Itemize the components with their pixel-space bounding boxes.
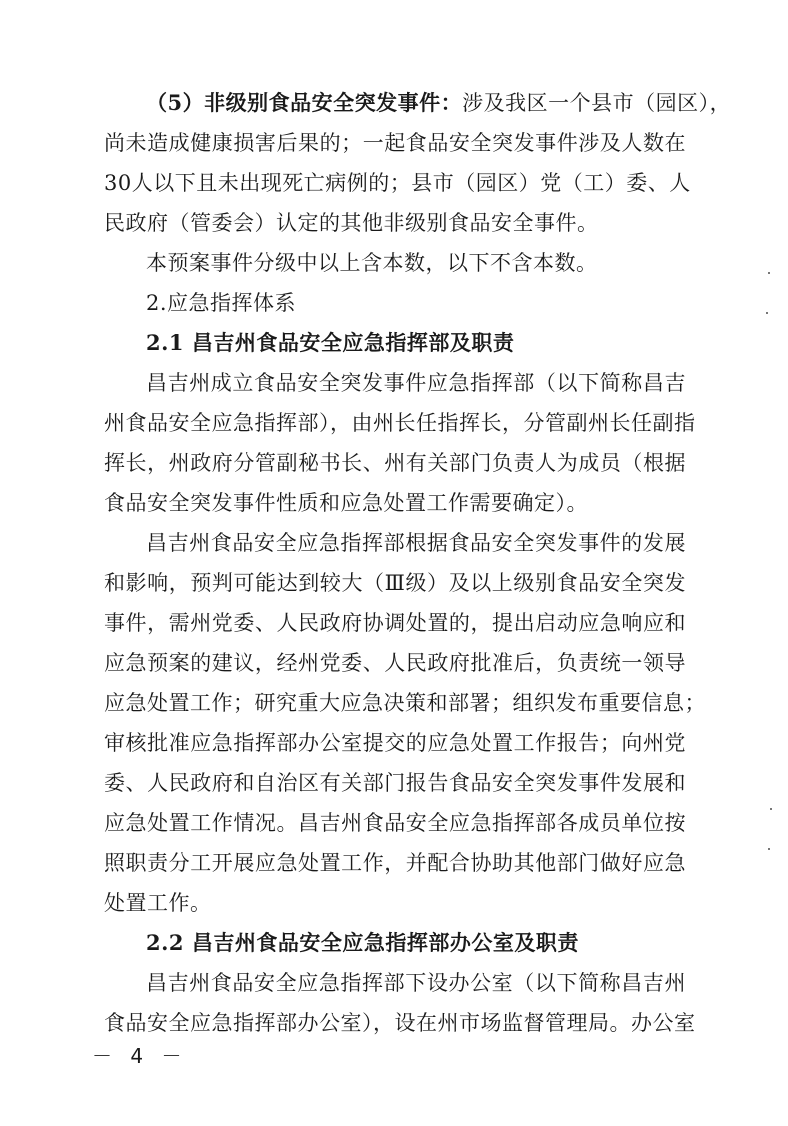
paragraph-line: （5）非级别食品安全突发事件：涉及我区一个县市（园区）， — [146, 90, 732, 115]
paragraph-line: 挥长，州政府分管副秘书长、州有关部门负责人为成员（根据 — [104, 451, 686, 475]
paragraph-line: 昌吉州食品安全应急指挥部下设办公室（以下简称昌吉州 — [146, 971, 686, 995]
scan-speck — [768, 272, 770, 274]
paragraph-line: 昌吉州成立食品安全突发事件应急指挥部（以下简称昌吉 — [146, 371, 686, 395]
subsection-heading: 2.1 昌吉州食品安全应急指挥部及职责 — [146, 330, 515, 355]
paragraph-line: 尚未造成健康损害后果的；一起食品安全突发事件涉及人数在 — [104, 131, 686, 155]
paragraph-line: 民政府（管委会）认定的其他非级别食品安全事件。 — [104, 211, 599, 235]
scan-speck — [768, 848, 770, 850]
paragraph-line: 委、人民政府和自治区有关部门报告食品安全突发事件发展和 — [104, 771, 686, 795]
paragraph-line: 处置工作。 — [104, 891, 212, 915]
scan-speck — [770, 808, 772, 810]
paragraph-line: 应急预案的建议，经州党委、人民政府批准后，负责统一领导 — [104, 651, 686, 675]
paragraph-line: 本预案事件分级中以上含本数，以下不含本数。 — [146, 251, 598, 275]
paragraph-line: 和影响，预判可能达到较大（Ⅲ级）及以上级别食品安全突发 — [104, 571, 686, 595]
paragraph-line: 照职责分工开展应急处置工作，并配合协助其他部门做好应急 — [104, 851, 686, 875]
subsection-heading: 2.2 昌吉州食品安全应急指挥部办公室及职责 — [146, 930, 579, 955]
paragraph-line: 食品安全应急指挥部办公室），设在州市场监督管理局。办公室 — [104, 1011, 696, 1035]
paragraph-line: 食品安全突发事件性质和应急处置工作需要确定）。 — [104, 491, 588, 515]
paragraph-line: 应急处置工作；研究重大应急决策和部署；组织发布重要信息； — [104, 691, 706, 715]
paragraph-line: 事件，需州党委、人民政府协调处置的，提出启动应急响应和 — [104, 611, 686, 635]
scan-speck — [766, 312, 768, 314]
page-number: － 4 － — [92, 1044, 188, 1068]
level-lead: （5）非级别食品安全突发事件： — [146, 90, 463, 115]
paragraph-line: 审核批准应急指挥部办公室提交的应急处置工作报告；向州党 — [104, 731, 686, 755]
paragraph-line: 州食品安全应急指挥部），由州长任指挥长，分管副州长任副指 — [104, 411, 696, 435]
section-heading: 2.应急指挥体系 — [146, 291, 297, 315]
paragraph-line: 昌吉州食品安全应急指挥部根据食品安全突发事件的发展 — [146, 531, 686, 555]
paragraph-line: 30人以下且未出现死亡病例的；县市（园区）党（工）委、人 — [104, 171, 691, 195]
paragraph-line: 应急处置工作情况。昌吉州食品安全应急指挥部各成员单位按 — [104, 811, 686, 835]
